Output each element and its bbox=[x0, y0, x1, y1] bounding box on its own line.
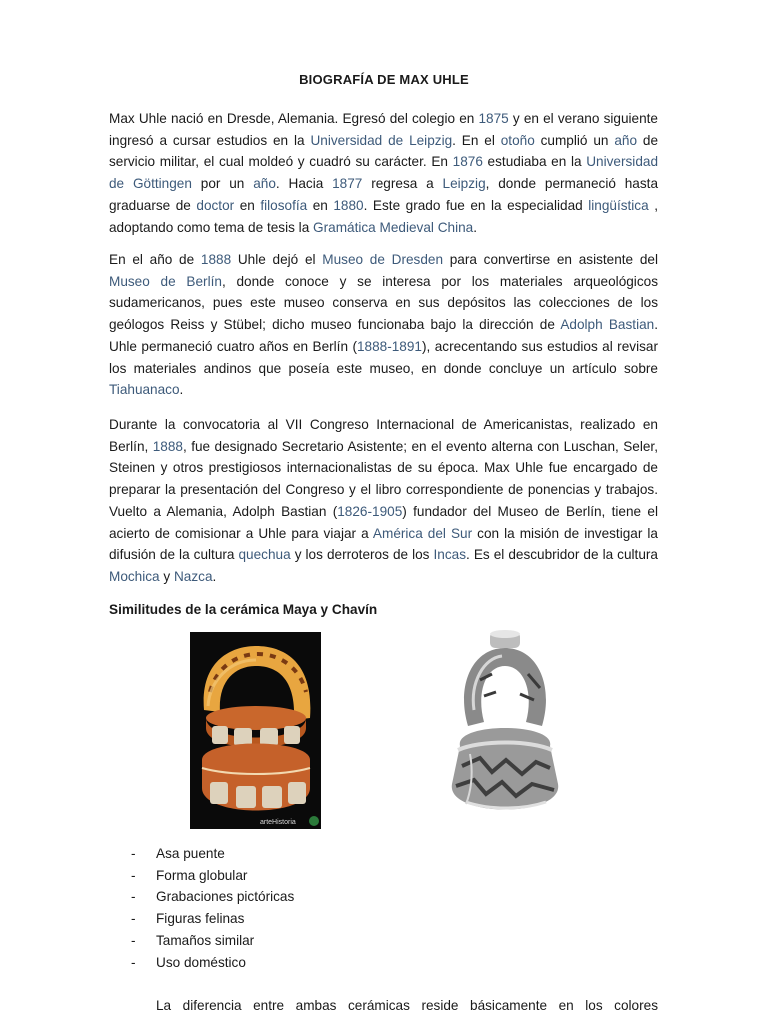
maya-photo-caption: arteHistoria bbox=[260, 819, 296, 826]
link-incas[interactable]: Incas bbox=[433, 547, 467, 563]
text-span: , donde permaneció hasta graduarse de bbox=[109, 176, 658, 213]
list-item-text: Asa puente bbox=[156, 846, 225, 861]
text-span: para convertirse en asistente del bbox=[443, 252, 658, 267]
text-span: . Uhle permaneció cuatro años en Berlín ( bbox=[109, 317, 658, 354]
link-ano-2[interactable]: año bbox=[253, 176, 276, 192]
text-span: . En el bbox=[452, 132, 501, 148]
list-item bbox=[131, 930, 294, 952]
link-1876[interactable]: 1876 bbox=[452, 154, 483, 170]
text-span: - bbox=[367, 503, 373, 519]
list-item-text: Forma globular bbox=[156, 867, 248, 883]
text-span: En el año de bbox=[109, 252, 201, 267]
link-1875[interactable]: 1875 bbox=[478, 111, 509, 126]
section-subheading: Similitudes de la cerámica Maya y Chavín bbox=[109, 602, 378, 617]
similarities-list bbox=[131, 843, 294, 973]
text-span: . Hacia bbox=[275, 176, 333, 192]
link-nazca[interactable]: Nazca bbox=[173, 568, 213, 584]
link-linguistica[interactable]: lingüística bbox=[588, 197, 649, 213]
maya-vessel-illustration bbox=[190, 632, 321, 829]
text-span: por un bbox=[191, 176, 254, 192]
text-span: Uhle dejó el bbox=[231, 252, 323, 267]
text-span: ), acrecentando sus estudios al revisar los materiales andinos que poseía este museo, en donde concluye un artículo sobre bbox=[109, 338, 658, 376]
text-span: y en el verano siguiente ingresó a cursar estudios en la bbox=[109, 111, 658, 148]
text-span: . bbox=[179, 382, 184, 398]
list-item bbox=[131, 908, 294, 930]
text-span: y bbox=[159, 568, 174, 584]
page-title: BIOGRAFÍA DE MAX UHLE bbox=[299, 72, 469, 87]
text-span: , donde conoce y se interesa por los materiales arqueológicos sudamericanos, pues este museo conserva en sus depósitos las colecciones de los geólogos Reiss y Stübel; dicho museo funcionaba bajo la dirección de bbox=[109, 273, 658, 333]
text-span: ) fundador del Museo de Berlín, tiene el acierto de comisionar a Uhle para viajar a bbox=[109, 503, 658, 541]
text-span: - bbox=[387, 338, 392, 354]
closing-paragraph: La diferencia entre ambas cerámicas reside básicamente en los colores bbox=[156, 998, 658, 1013]
link-museo-dresden[interactable]: Museo de Dresden bbox=[322, 252, 444, 267]
link-1888-b[interactable]: 1888 bbox=[356, 338, 388, 354]
text-span: de servicio militar, el cual moldeó y cuadró su carácter. En bbox=[109, 132, 659, 170]
text-span: . Este grado fue en la especialidad bbox=[363, 197, 589, 213]
paragraph-biography-3 bbox=[109, 414, 658, 588]
link-quechua[interactable]: quechua bbox=[238, 547, 291, 563]
link-ano[interactable]: año bbox=[614, 132, 638, 148]
list-item-text: Grabaciones pictóricas bbox=[156, 889, 295, 905]
text-span: Max Uhle nació en Dresde, Alemania. Egresó del colegio en bbox=[109, 111, 479, 126]
chavin-vessel-illustration bbox=[440, 626, 570, 821]
pottery-chavin-photo bbox=[440, 626, 570, 821]
link-1905[interactable]: 1905 bbox=[372, 503, 403, 519]
text-span: en bbox=[234, 197, 261, 213]
text-span: . bbox=[473, 219, 477, 235]
text-span: Durante la convocatoria al VII Congreso Internacional de Americanistas, realizado en Berlín, bbox=[109, 417, 658, 454]
list-item bbox=[131, 886, 294, 908]
link-filosofia[interactable]: filosofía bbox=[260, 197, 308, 213]
link-1888[interactable]: 1888 bbox=[200, 252, 232, 267]
list-item bbox=[131, 952, 294, 974]
text-span: . Es el descubridor de la cultura bbox=[466, 547, 658, 563]
link-leipzig[interactable]: Leipzig bbox=[442, 176, 486, 192]
list-dash: - bbox=[131, 911, 136, 927]
link-america-del-sur[interactable]: América del Sur bbox=[372, 525, 473, 541]
list-item bbox=[131, 865, 294, 887]
link-mochica[interactable]: Mochica bbox=[109, 568, 160, 584]
link-adolph-bastian[interactable]: Adolph Bastian bbox=[560, 317, 655, 333]
text-span: regresa a bbox=[362, 176, 443, 192]
list-item bbox=[131, 843, 294, 865]
text-span: y los derroteros de los bbox=[290, 547, 434, 563]
link-otono[interactable]: otoño bbox=[500, 132, 535, 148]
link-doctor[interactable]: doctor bbox=[196, 197, 235, 213]
link-1880[interactable]: 1880 bbox=[333, 197, 364, 213]
link-tiahuanaco[interactable]: Tiahuanaco bbox=[109, 382, 180, 398]
list-dash: - bbox=[131, 867, 136, 883]
list-item-text: Figuras felinas bbox=[156, 911, 245, 927]
pottery-maya-photo bbox=[190, 632, 321, 829]
link-gramatica-medieval-china[interactable]: Gramática Medieval China bbox=[313, 219, 474, 235]
link-1826[interactable]: 1826 bbox=[337, 503, 368, 519]
paragraph-biography-1 bbox=[109, 108, 658, 238]
text-span: , adoptando como tema de tesis la bbox=[109, 197, 658, 235]
link-museo-berlin[interactable]: Museo de Berlín bbox=[109, 273, 222, 289]
link-1877[interactable]: 1877 bbox=[332, 176, 363, 192]
text-span: , fue designado Secretario Asistente; en el evento alterna con Luschan, Seler, Steinen y otros prestigiosos internacionalistas de su época. Max Uhle fue encargado de preparar la presentación del Congreso y el libro correspondiente de ponencias y trabajos. Vuelto a Alemania, Adolph Bastian ( bbox=[109, 438, 658, 519]
link-universidad-gottingen[interactable]: Universidad de Göttingen bbox=[109, 154, 659, 192]
link-1891[interactable]: 1891 bbox=[391, 338, 422, 354]
list-item-text: Tamaños similar bbox=[156, 932, 255, 948]
text-span: cumplió un bbox=[534, 132, 615, 148]
list-dash: - bbox=[131, 889, 136, 905]
text-span: en bbox=[307, 197, 334, 213]
link-1888-c[interactable]: 1888 bbox=[152, 438, 183, 454]
text-span: con la misión de investigar la difusión de la cultura bbox=[109, 525, 658, 563]
text-span: . bbox=[212, 568, 217, 584]
list-dash: - bbox=[131, 846, 136, 861]
link-universidad-leipzig[interactable]: Universidad de Leipzig bbox=[310, 132, 453, 148]
paragraph-biography-2 bbox=[109, 249, 658, 401]
text-span: estudiaba en la bbox=[482, 154, 587, 170]
list-item-text: Uso doméstico bbox=[156, 954, 246, 970]
list-dash: - bbox=[131, 954, 136, 970]
list-dash: - bbox=[131, 932, 136, 948]
